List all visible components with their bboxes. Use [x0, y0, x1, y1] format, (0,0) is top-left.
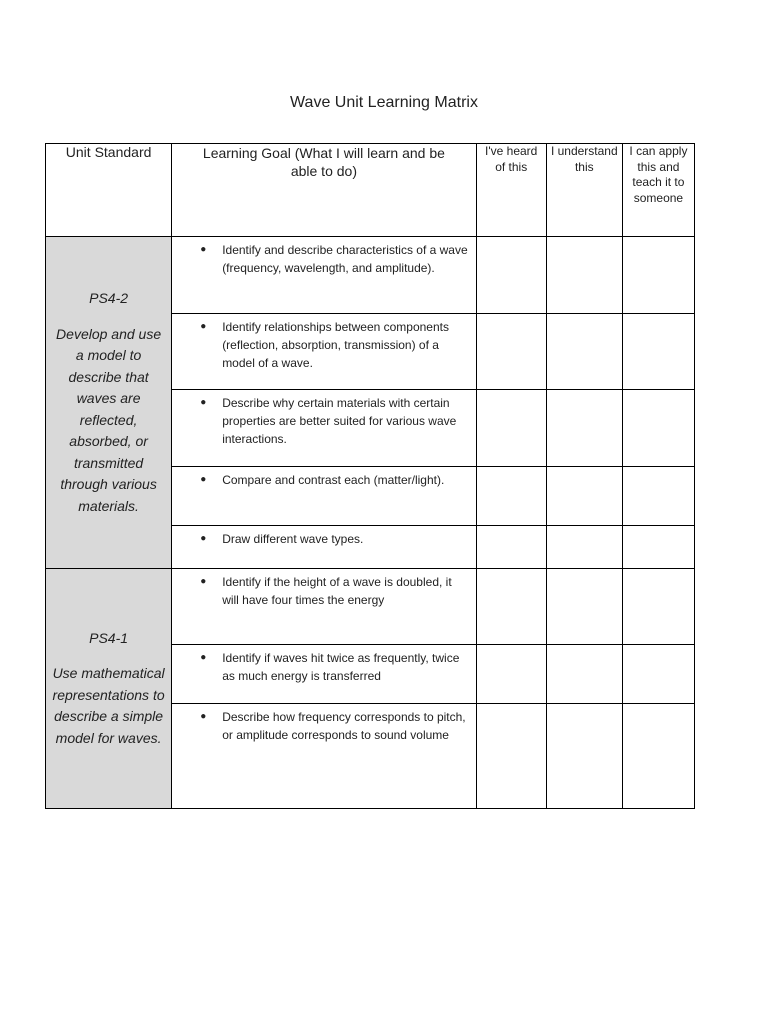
bullet-icon: ●	[200, 321, 207, 332]
learning-goal-cell	[172, 390, 476, 467]
checkbox-cell-heard[interactable]	[476, 645, 546, 704]
learning-goal-cell	[172, 526, 476, 569]
table-row	[46, 569, 695, 645]
standard-code: PS4-1	[89, 629, 129, 646]
checkbox-cell-apply[interactable]	[622, 526, 694, 569]
learning-goal-cell	[172, 704, 476, 809]
table-row	[46, 237, 695, 314]
checkbox-cell-apply[interactable]	[622, 645, 694, 704]
learning-goal-cell	[172, 569, 476, 645]
checkbox-cell-understand[interactable]	[546, 526, 622, 569]
learning-goal-cell	[172, 237, 476, 314]
bullet-icon: ●	[200, 533, 207, 544]
bullet-icon: ●	[200, 576, 207, 587]
document-title: Wave Unit Learning Matrix	[290, 94, 478, 111]
checkbox-cell-understand[interactable]	[546, 467, 622, 526]
learning-goal-text: Describe how frequency corresponds to pitch, or amplitude corresponds to sound volume	[222, 710, 466, 742]
header-row	[46, 144, 695, 237]
learning-goal-text: Identify if the height of a wave is doubled, it will have four times the energy	[222, 575, 452, 607]
standard-cell-ps4-2	[46, 237, 172, 569]
checkbox-cell-understand[interactable]	[546, 390, 622, 467]
checkbox-cell-understand[interactable]	[546, 645, 622, 704]
header-understand: I understand this	[546, 144, 622, 237]
checkbox-cell-heard[interactable]	[476, 237, 546, 314]
checkbox-cell-understand[interactable]	[546, 569, 622, 645]
checkbox-cell-heard[interactable]	[476, 704, 546, 809]
bullet-icon: ●	[200, 711, 207, 722]
learning-goal-text: Compare and contrast each (matter/light).	[222, 473, 445, 487]
checkbox-cell-apply[interactable]	[622, 569, 694, 645]
checkbox-cell-understand[interactable]	[546, 237, 622, 314]
bullet-icon: ●	[200, 652, 207, 663]
learning-goal-text: Identify if waves hit twice as frequently, twice as much energy is transferred	[222, 651, 460, 683]
checkbox-cell-heard[interactable]	[476, 569, 546, 645]
learning-goal-cell	[172, 645, 476, 704]
learning-matrix-table	[45, 143, 695, 809]
checkbox-cell-apply[interactable]	[622, 237, 694, 314]
checkbox-cell-understand[interactable]	[546, 314, 622, 390]
header-heard: I've heard of this	[476, 144, 546, 237]
learning-goal-cell	[172, 467, 476, 526]
standard-description: Develop and use a model to describe that waves are reflected, absorbed, or transmitted through various materials.	[56, 325, 162, 514]
learning-goal-text: Describe why certain materials with certain properties are better suited for various wave interactions.	[222, 396, 457, 446]
checkbox-cell-heard[interactable]	[476, 314, 546, 390]
learning-goal-text: Draw different wave types.	[222, 532, 364, 546]
checkbox-cell-heard[interactable]	[476, 467, 546, 526]
bullet-icon: ●	[200, 244, 207, 255]
header-apply: I can apply this and teach it to someone	[622, 144, 694, 237]
standard-description: Use mathematical representations to describe a simple model for waves.	[52, 665, 165, 746]
standard-code: PS4-2	[89, 290, 129, 306]
header-learning-goal: Learning Goal (What I will learn and be able to do)	[172, 144, 476, 237]
checkbox-cell-understand[interactable]	[546, 704, 622, 809]
checkbox-cell-heard[interactable]	[476, 390, 546, 467]
checkbox-cell-apply[interactable]	[622, 390, 694, 467]
checkbox-cell-apply[interactable]	[622, 467, 694, 526]
bullet-icon: ●	[200, 474, 207, 485]
learning-goal-text: Identify relationships between components (reflection, absorption, transmission) of a model of a wave.	[222, 320, 449, 370]
checkbox-cell-heard[interactable]	[476, 526, 546, 569]
checkbox-cell-apply[interactable]	[622, 314, 694, 390]
learning-goal-text: Identify and describe characteristics of a wave (frequency, wavelength, and amplitude).	[222, 243, 468, 275]
checkbox-cell-apply[interactable]	[622, 704, 694, 809]
standard-cell-ps4-1	[46, 569, 172, 809]
header-unit-standard: Unit Standard	[46, 144, 172, 237]
bullet-icon: ●	[200, 397, 207, 408]
learning-goal-cell	[172, 314, 476, 390]
